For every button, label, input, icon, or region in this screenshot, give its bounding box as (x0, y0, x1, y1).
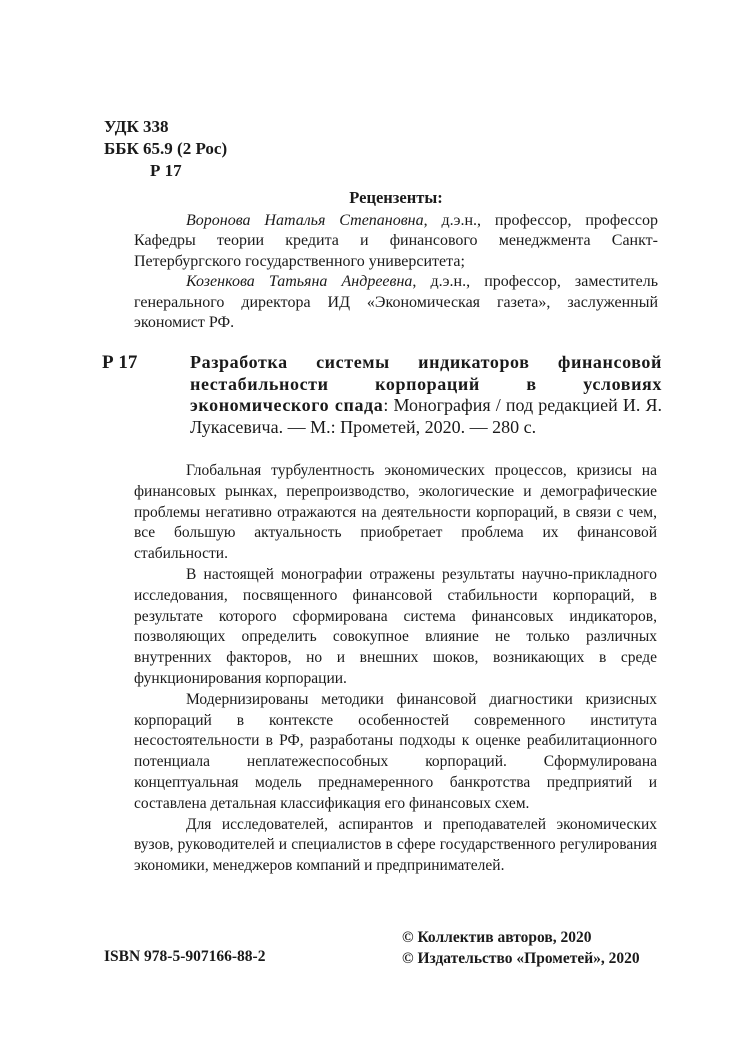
udk-code: УДК 338 (104, 117, 169, 136)
annotation-paragraph-3: Модернизированы методики финансовой диагностики кризисных корпораций в контексте особенностей современного института несостоятельности в РФ, разработаны подходы к оценке реабилитационного потенциала неплатежеспособных корпораций. Сформулирована концептуальная модель преднамеренного банкротства предприятий и составлена детальная классификация его финансовых схем. (134, 690, 657, 812)
annotation-paragraph-4: Для исследователей, аспирантов и преподавателей экономических вузов, руководителей и специалистов в сфере государственного регулирования экономики, менеджеров компаний и предпринимателей. (134, 815, 657, 875)
annotation-paragraph-1: Глобальная турбулентность экономических процессов, кризисы на финансовых рынках, перепроизводство, экологические и демографические проблемы негативно отражаются на деятельности корпораций, в связи с чем, все большую актуальность приобретает проблема их финансовой стабильности. (134, 462, 657, 563)
reviewer-2-details: , д.э.н., профессор, заместитель генерального директора ИД «Экономическая газета», заслуженный экономист РФ. (134, 273, 659, 331)
entry-details: : Монография / под редакцией И. Я. Лукасевича. — М.: Прометей, 2020. — 280 с. (190, 395, 663, 437)
classification-codes (104, 116, 227, 182)
book-title: Разработка системы индикаторов финансовой нестабильности корпораций в условиях экономического спада (190, 352, 662, 415)
author-sign: Р 17 (150, 161, 182, 180)
bibliographic-entry (102, 352, 662, 438)
reviewers-section (134, 188, 658, 334)
entry-body (190, 352, 662, 438)
annotation-paragraph-2: В настоящей монографии отражены результаты научно-прикладного исследования, посвященного финансовой стабильности корпораций, в результате которого сформирована система финансовых индикаторов, позволяющих определить совокупное влияние не только различных внутренних факторов, но и внешних шоков, возникающих в среде функционирования корпорации. (134, 565, 657, 687)
reviewer-2 (134, 272, 658, 334)
copyright-authors: © Коллектив авторов, 2020 (402, 929, 592, 946)
reviewer-1-name: Воронова Наталья Степановна (186, 211, 424, 229)
annotation (134, 461, 657, 877)
reviewer-1-details: , д.э.н., профессор, профессор Кафедры теории кредита и финансового менеджмента Санкт-Петербургского государственного университета; (134, 211, 659, 270)
bbk-code: ББК 65.9 (2 Рос) (104, 139, 228, 158)
isbn: ISBN 978-5-907166-88-2 (104, 948, 266, 965)
entry-code: Р 17 (102, 352, 138, 373)
copyright-block (402, 927, 640, 969)
copyright-publisher: © Издательство «Прометей», 2020 (402, 950, 640, 967)
reviewers-heading: Рецензенты: (349, 188, 443, 207)
reviewer-2-name: Козенкова Татьяна Андреевна (186, 273, 413, 290)
reviewer-1 (134, 211, 658, 273)
